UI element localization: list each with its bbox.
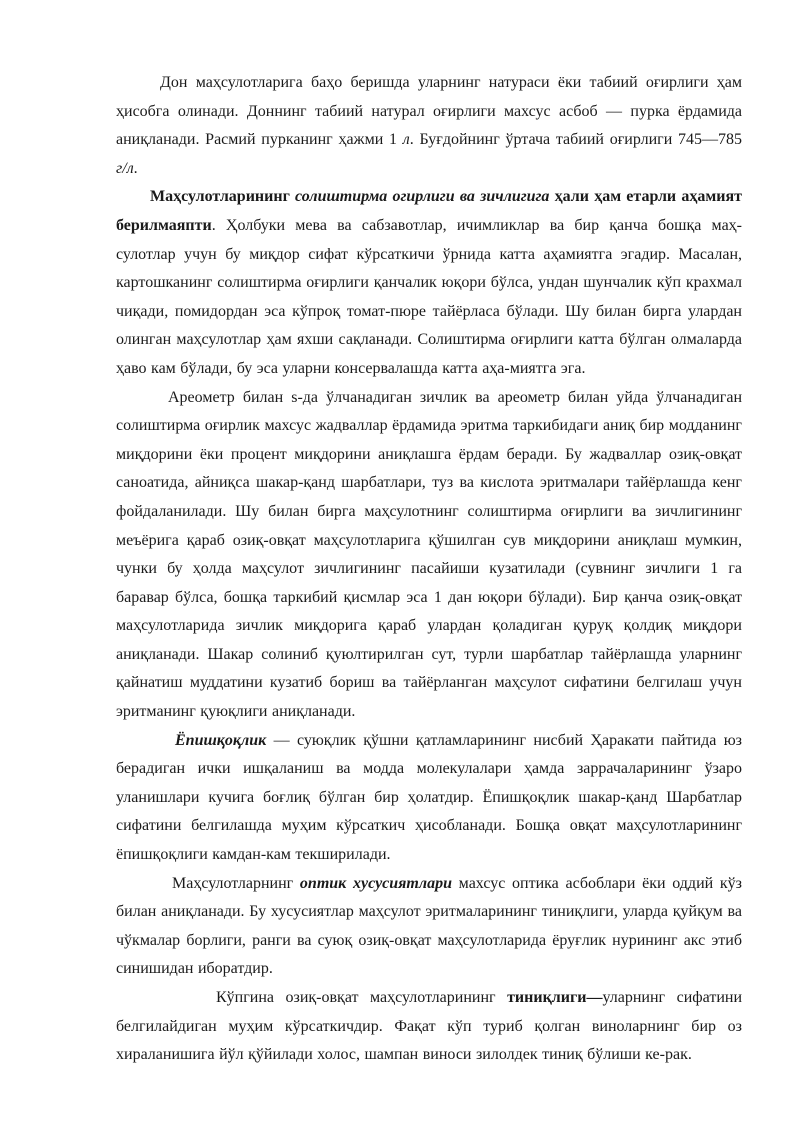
- p1-end: .: [133, 159, 138, 177]
- p5-start: Маҳсулотларнинг: [172, 874, 300, 892]
- paragraph-grain-weight: [116, 69, 742, 183]
- p4-rest: — суюқлик қўшни қатламларининг нисбий Ҳаракати пайтида юз берадиган ички ишқаланиш ва модда молекулалари ҳамда заррачаларининг ўзаро уланишлари кучига боғлиқ бўлган бир ҳолатдир. Ёпишқоқлик шакар-қанд Шарбатлар сифатини белгилашда муҳим кўрсаткич ҳисобланади. Бошқа овқат маҳсулотларининг ёпишқоқлиги камдан-кам текширилади.: [116, 731, 742, 864]
- paragraph-clarity: [116, 984, 742, 1070]
- p1-text: Дон маҳсулотларига баҳо беришда уларнинг натураси ёки табиий оғирлиги ҳам ҳисобга олинади. Доннинг табиий натурал оғирлиги махсус асбоб — пурка ёрдамида аниқланади. Расмий пурканинг ҳажми 1: [116, 74, 742, 149]
- p6-start: Кўпгина озиқ-овқат маҳсулотларининг: [216, 989, 508, 1006]
- p2-bold-start: Маҳсулотларининг: [150, 188, 296, 206]
- paragraph-specific-gravity: [116, 183, 742, 383]
- p2-bold-italic: солиштирма огирлиги ва зичлигига: [295, 188, 550, 206]
- p5-rest: махсус оптика асбоблари ёки оддий кўз билан аниқланади. Бу хусусиятлар маҳсулот эритмаларининг тиниқлиги, уларда қуйқум ва чўкмалар борлиги, ранги ва суюқ озиқ-овқат маҳсулотларида ёруғлик нурининг акс этиб синишидан иборатдир.: [116, 874, 742, 978]
- p2-bold-end: ҳали ҳам етарли аҳамият берилмаяпти: [116, 188, 742, 234]
- p3-text: Ареометр билан s-да ўлчанадиган зичлик ва ареометр билан уйда ўлчанадиган солиштирма оғирлик махсус жадваллар ёрдамида эритма таркибидаги аниқ бир модданинг миқдорини ёки процент миқдорини аниқлашга ёрдам беради. Бу жадваллар озиқ-овқат саноатида, айниқса шакар-қанд шарбатлари, туз ва кислота эритмалари тайёрлашда кенг фойдаланилади. Шу билан бирга маҳсулотнинг солиштирма оғирлиги ва зичлигининг меъёрига қараб озиқ-овқат маҳсулотларига қўшилган сув миқдорини аниқлаш мумкин, чунки бу ҳолда маҳсулот зичлигининг пасайиши кузатилади (сувнинг зичлиги 1 га баравар бўлса, бошқа таркибий қисмлар эса 1 дан юқори бўлади). Бир қанча озиқ-овқат маҳсулотларида зичлик миқдорига қараб улардан қоладиган қуруқ қолдиқ миқдори аниқланади. Шакар солиниб қуюлтирилган сут, турли шарбатлар тайёрлашда уларнинг қайнатиш муддатини кузатиб бориш ва тайёрланган маҳсулот сифатини белгилаш учун эритманинг қуюқлиги аниқланади.: [116, 388, 742, 721]
- p6-bold: тиниқлиги—: [507, 989, 603, 1006]
- p2-rest: . Ҳолбуки мева ва сабзавотлар, ичимликлар ва бир қанча бошқа маҳ-сулотлар учун бу миқдор сифат кўрсаткичи ўрнида катта аҳамиятга эгадир. Масалан, картошканинг солиштирма оғирлиги қанчалик юқори бўлса, ундан шунчалик кўп крахмал чиқади, помидордан эса кўпроқ томат-пюре тайёрласа бўлади. Шу билан бирга улардан олинган маҳсулотлар ҳам яхши сақланади. Солиштирма оғирлиги катта бўлган олмаларда ҳаво кам бўлади, бу эса уларни консервалашда катта аҳа-миятга эга.: [116, 216, 742, 377]
- p4-bold-italic: Ёпишқоқлик: [175, 731, 267, 749]
- p1-unit-gl: г/л: [116, 159, 134, 177]
- p5-bold-italic: оптик хусусиятлари: [299, 874, 452, 892]
- paragraph-areometer: [116, 384, 742, 727]
- paragraph-optical: [116, 870, 742, 984]
- p1-unit-l: л: [402, 131, 410, 149]
- p6-rest: уларнинг сифатини белгилайдиган муҳим кўрсаткичдир. Фақат кўп туриб қолган виноларнинг бир оз хираланишига йўл қўйилади холос, шампан виноси зилолдек тиниқ бўлиши ке-рак.: [116, 989, 743, 1064]
- p1-mid: . Буғдойнинг ўртача табиий оғирлиги 745—785: [409, 131, 743, 149]
- paragraph-viscosity: [116, 727, 742, 870]
